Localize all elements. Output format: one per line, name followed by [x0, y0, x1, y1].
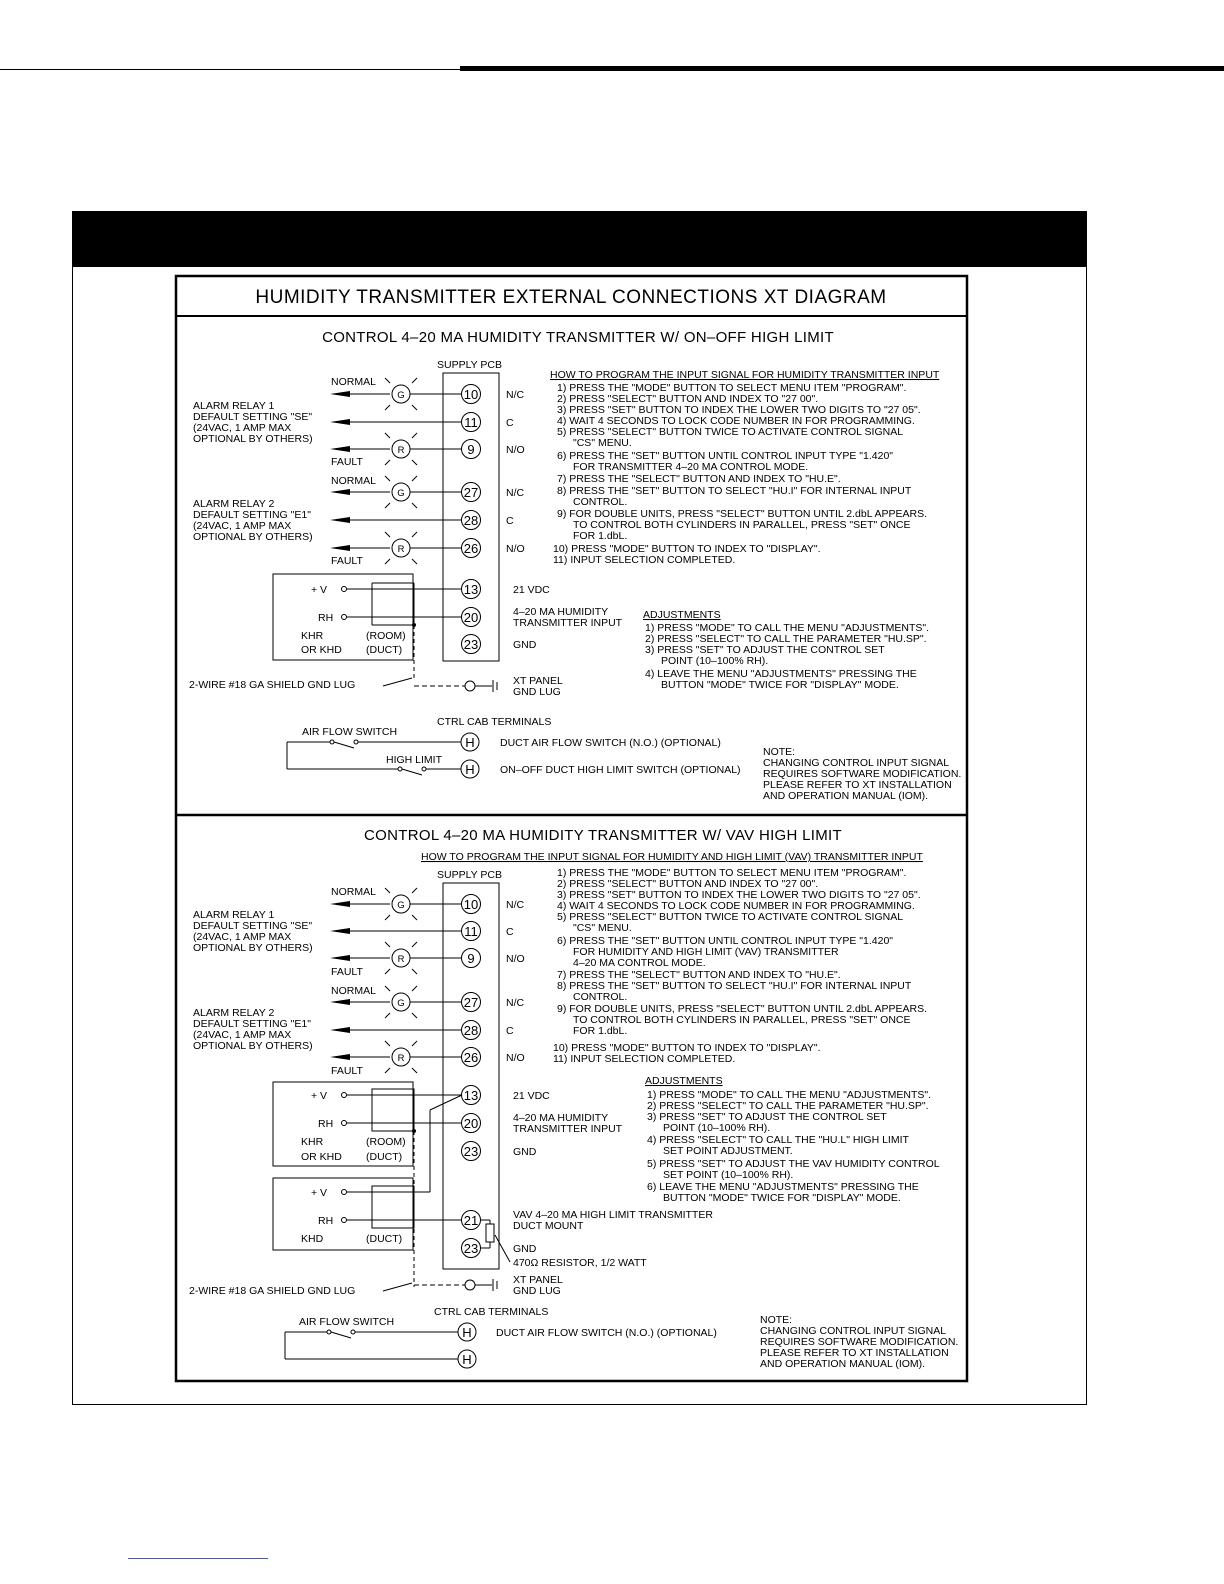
svg-text:10: 10	[463, 387, 479, 402]
section-onoff-high-limit	[189, 329, 961, 802]
svg-text:BUTTON "MODE" TWICE FOR "DISPL: BUTTON "MODE" TWICE FOR "DISPLAY" MODE.	[661, 679, 899, 691]
svg-text:GND LUG: GND LUG	[513, 1285, 561, 1297]
svg-text:5) PRESS "SET" TO ADJUST THE V: 5) PRESS "SET" TO ADJUST THE VAV HUMIDITY CONTROL	[647, 1158, 940, 1170]
svg-text:26: 26	[463, 541, 479, 556]
svg-text:+ V: + V	[311, 1187, 328, 1199]
svg-text:"CS" MENU.: "CS" MENU.	[573, 437, 632, 449]
svg-text:GND: GND	[513, 1243, 537, 1255]
pcb-terminals	[462, 385, 481, 654]
svg-text:ALARM RELAY 2: ALARM RELAY 2	[193, 1007, 275, 1019]
svg-text:DUCT MOUNT: DUCT MOUNT	[513, 1220, 584, 1232]
svg-text:7) PRESS THE "SELECT" BUTTON A: 7) PRESS THE "SELECT" BUTTON AND INDEX TO "HU.E".	[557, 969, 841, 981]
section-vav-high-limit	[189, 827, 958, 1370]
svg-text:(DUCT): (DUCT)	[366, 1233, 403, 1245]
svg-text:ADJUSTMENTS: ADJUSTMENTS	[645, 1075, 723, 1087]
svg-text:4) WAIT 4 SECONDS TO LOCK CODE: 4) WAIT 4 SECONDS TO LOCK CODE NUMBER IN FOR PROGRAMMING.	[557, 415, 915, 427]
svg-text:ALARM RELAY 2: ALARM RELAY 2	[193, 498, 275, 510]
svg-text:5) PRESS "SELECT" BUTTON TWICE: 5) PRESS "SELECT" BUTTON TWICE TO ACTIVATE CONTROL SIGNAL	[557, 911, 904, 923]
svg-text:ON–OFF DUCT HIGH LIMIT SWITCH: ON–OFF DUCT HIGH LIMIT SWITCH (OPTIONAL)	[500, 764, 741, 776]
program-steps	[553, 382, 927, 566]
svg-text:KHD: KHD	[301, 1233, 324, 1245]
svg-text:FAULT: FAULT	[331, 1065, 363, 1077]
svg-text:CTRL CAB TERMINALS: CTRL CAB TERMINALS	[434, 1306, 549, 1318]
svg-text:C: C	[506, 1025, 514, 1037]
svg-text:SUPPLY PCB: SUPPLY PCB	[437, 869, 502, 881]
svg-text:R: R	[397, 954, 405, 965]
svg-text:7) PRESS THE "SELECT" BUTTON A: 7) PRESS THE "SELECT" BUTTON AND INDEX TO "HU.E".	[557, 473, 841, 485]
svg-text:C: C	[506, 926, 514, 938]
svg-text:TO CONTROL BOTH CYLINDERS IN P: TO CONTROL BOTH CYLINDERS IN PARALLEL, PRESS "SET" ONCE	[573, 519, 911, 531]
svg-text:6) LEAVE THE MENU "ADJUSTMENTS: 6) LEAVE THE MENU "ADJUSTMENTS" PRESSING THE	[647, 1181, 919, 1193]
svg-text:21 VDC: 21 VDC	[513, 584, 550, 596]
svg-text:N/O: N/O	[506, 1052, 525, 1064]
adjustment-steps	[645, 622, 929, 691]
svg-text:NOTE:: NOTE:	[763, 746, 796, 758]
svg-text:2) PRESS "SELECT" BUTTON AND I: 2) PRESS "SELECT" BUTTON AND INDEX TO "27 00".	[557, 878, 819, 890]
svg-text:(DUCT): (DUCT)	[366, 1151, 403, 1163]
svg-text:470Ω RESISTOR, 1/2 WATT: 470Ω RESISTOR, 1/2 WATT	[513, 1257, 647, 1269]
svg-text:PLEASE REFER TO XT INSTALLATIO: PLEASE REFER TO XT INSTALLATION	[760, 1347, 949, 1359]
svg-text:4–20 MA HUMIDITY: 4–20 MA HUMIDITY	[513, 606, 609, 618]
svg-text:XT PANEL: XT PANEL	[513, 1274, 563, 1286]
svg-text:23: 23	[463, 1241, 479, 1256]
svg-text:FAULT: FAULT	[331, 555, 363, 567]
svg-text:4–20 MA HUMIDITY: 4–20 MA HUMIDITY	[513, 1112, 609, 1124]
svg-text:N/C: N/C	[506, 997, 525, 1009]
svg-text:28: 28	[463, 1023, 479, 1038]
program-steps-2	[553, 867, 927, 1065]
svg-text:OR KHD: OR KHD	[301, 1151, 342, 1163]
svg-text:11: 11	[464, 924, 478, 939]
svg-text:OPTIONAL BY OTHERS): OPTIONAL BY OTHERS)	[193, 942, 313, 954]
svg-text:C: C	[506, 515, 514, 527]
program-title: HOW TO PROGRAM THE INPUT SIGNAL FOR HUMIDITY TRANSMITTER INPUT	[550, 369, 940, 381]
svg-text:N/C: N/C	[506, 899, 525, 911]
svg-text:G: G	[397, 488, 405, 499]
svg-text:N/O: N/O	[506, 953, 525, 965]
svg-text:AND OPERATION MANUAL (IOM).: AND OPERATION MANUAL (IOM).	[760, 1358, 926, 1370]
adjustments-title: ADJUSTMENTS	[643, 609, 721, 621]
svg-text:2-WIRE #18 GA SHIELD GND LUG: 2-WIRE #18 GA SHIELD GND LUG	[189, 1285, 356, 1297]
svg-text:CONTROL.: CONTROL.	[573, 991, 628, 1003]
svg-text:BUTTON "MODE" TWICE FOR "DISPL: BUTTON "MODE" TWICE FOR "DISPLAY" MODE.	[663, 1192, 901, 1204]
svg-text:OPTIONAL BY OTHERS): OPTIONAL BY OTHERS)	[193, 531, 313, 543]
section1-heading: CONTROL 4–20 MA HUMIDITY TRANSMITTER W/ ON–OFF HIGH LIMIT	[322, 329, 834, 346]
svg-text:1) PRESS THE "MODE" BUTTON TO: 1) PRESS THE "MODE" BUTTON TO SELECT MENU ITEM "PROGRAM".	[557, 867, 907, 879]
svg-text:13: 13	[463, 582, 479, 597]
svg-text:KHR: KHR	[301, 630, 324, 642]
svg-text:NOTE:: NOTE:	[760, 1314, 793, 1326]
supply-pcb-label: SUPPLY PCB	[437, 359, 502, 371]
svg-text:1) PRESS THE "MODE" BUTTON TO: 1) PRESS THE "MODE" BUTTON TO SELECT MENU ITEM "PROGRAM".	[557, 382, 907, 394]
svg-text:(24VAC, 1 AMP MAX: (24VAC, 1 AMP MAX	[193, 931, 292, 943]
svg-text:6) PRESS THE "SET" BUTTON UNTI: 6) PRESS THE "SET" BUTTON UNTIL CONTROL INPUT TYPE "1.420"	[557, 935, 894, 947]
svg-text:FAULT: FAULT	[331, 966, 363, 978]
svg-text:5) PRESS "SELECT" BUTTON TWICE: 5) PRESS "SELECT" BUTTON TWICE TO ACTIVATE CONTROL SIGNAL	[557, 426, 904, 438]
svg-text:R: R	[397, 445, 405, 456]
svg-text:GND LUG: GND LUG	[513, 686, 561, 698]
svg-text:CTRL CAB TERMINALS: CTRL CAB TERMINALS	[437, 716, 552, 728]
svg-text:2) PRESS "SELECT" TO CALL THE: 2) PRESS "SELECT" TO CALL THE PARAMETER "HU.SP".	[645, 633, 927, 645]
svg-text:REQUIRES SOFTWARE MODIFICATION: REQUIRES SOFTWARE MODIFICATION.	[763, 768, 962, 780]
svg-text:NORMAL: NORMAL	[331, 475, 376, 487]
svg-text:AIR FLOW SWITCH: AIR FLOW SWITCH	[302, 726, 398, 738]
svg-text:R: R	[397, 544, 405, 555]
svg-text:RH: RH	[318, 1118, 334, 1130]
svg-text:26: 26	[463, 1050, 479, 1065]
svg-text:FOR HUMIDITY AND HIGH LIMIT (V: FOR HUMIDITY AND HIGH LIMIT (VAV) TRANSMITTER	[573, 946, 839, 958]
svg-text:SET POINT (10–100% RH).: SET POINT (10–100% RH).	[663, 1169, 794, 1181]
svg-text:R: R	[397, 1053, 405, 1064]
svg-text:ALARM RELAY 1: ALARM RELAY 1	[193, 400, 275, 412]
svg-text:11) INPUT SELECTION COMPLETED.: 11) INPUT SELECTION COMPLETED.	[553, 1053, 736, 1065]
svg-text:23: 23	[463, 1144, 479, 1159]
svg-text:N/C: N/C	[506, 487, 525, 499]
svg-text:4) WAIT 4 SECONDS TO LOCK CODE: 4) WAIT 4 SECONDS TO LOCK CODE NUMBER IN FOR PROGRAMMING.	[557, 900, 915, 912]
svg-text:POINT (10–100% RH).: POINT (10–100% RH).	[663, 1122, 771, 1134]
svg-text:FOR TRANSMITTER 4–20 MA CONTRO: FOR TRANSMITTER 4–20 MA CONTROL MODE.	[573, 461, 809, 473]
svg-text:GND: GND	[513, 1146, 537, 1158]
normal-label: NORMAL	[331, 376, 376, 388]
alarm-relay-1-label	[193, 400, 313, 445]
svg-text:8) PRESS THE "SET" BUTTON TO S: 8) PRESS THE "SET" BUTTON TO SELECT "HU.I" FOR INTERNAL INPUT	[557, 485, 912, 497]
fault-label: FAULT	[331, 456, 363, 468]
svg-text:FOR 1.dbL.: FOR 1.dbL.	[573, 530, 628, 542]
svg-text:DEFAULT SETTING "SE": DEFAULT SETTING "SE"	[193, 920, 313, 932]
program-title-2: HOW TO PROGRAM THE INPUT SIGNAL FOR HUMIDITY AND HIGH LIMIT (VAV) TRANSMITTER INPUT	[421, 851, 923, 863]
svg-text:(24VAC, 1 AMP MAX: (24VAC, 1 AMP MAX	[193, 422, 292, 434]
svg-text:3) PRESS "SET" TO ADJUST THE C: 3) PRESS "SET" TO ADJUST THE CONTROL SET	[645, 644, 885, 656]
svg-text:+ V: + V	[311, 584, 328, 596]
svg-text:27: 27	[463, 485, 479, 500]
svg-text:+ V: + V	[311, 1090, 328, 1102]
svg-text:G: G	[397, 998, 405, 1009]
svg-text:CONTROL.: CONTROL.	[573, 496, 628, 508]
svg-text:DEFAULT SETTING "E1": DEFAULT SETTING "E1"	[193, 1018, 311, 1030]
svg-text:27: 27	[463, 995, 479, 1010]
svg-text:DEFAULT SETTING "SE": DEFAULT SETTING "SE"	[193, 411, 313, 423]
svg-text:(24VAC, 1 AMP MAX: (24VAC, 1 AMP MAX	[193, 520, 292, 532]
svg-text:H: H	[465, 735, 475, 750]
note-1	[763, 746, 961, 802]
svg-text:RH: RH	[318, 1215, 334, 1227]
svg-text:9: 9	[467, 442, 475, 457]
svg-text:CHANGING CONTROL INPUT SIGNAL: CHANGING CONTROL INPUT SIGNAL	[760, 1325, 947, 1337]
svg-text:13: 13	[463, 1088, 479, 1103]
svg-text:3) PRESS "SET" BUTTON TO INDEX: 3) PRESS "SET" BUTTON TO INDEX THE LOWER TWO DIGITS TO "27 05".	[557, 889, 921, 901]
svg-text:4–20 MA CONTROL MODE.: 4–20 MA CONTROL MODE.	[573, 957, 706, 969]
svg-text:2) PRESS "SELECT" TO CALL THE: 2) PRESS "SELECT" TO CALL THE PARAMETER "HU.SP".	[647, 1100, 929, 1112]
svg-text:AND OPERATION MANUAL (IOM).: AND OPERATION MANUAL (IOM).	[763, 790, 929, 802]
svg-text:20: 20	[463, 610, 479, 625]
svg-text:2) PRESS "SELECT" BUTTON AND I: 2) PRESS "SELECT" BUTTON AND INDEX TO "27 00".	[557, 393, 819, 405]
svg-text:1) PRESS "MODE" TO CALL THE ME: 1) PRESS "MODE" TO CALL THE MENU "ADJUSTMENTS".	[645, 622, 930, 634]
adjustment-steps-2	[647, 1089, 940, 1204]
svg-text:XT PANEL: XT PANEL	[513, 675, 563, 687]
svg-text:3) PRESS "SET" BUTTON TO INDEX: 3) PRESS "SET" BUTTON TO INDEX THE LOWER TWO DIGITS TO "27 05".	[557, 404, 921, 416]
svg-text:DEFAULT SETTING "E1": DEFAULT SETTING "E1"	[193, 509, 311, 521]
svg-text:G: G	[397, 900, 405, 911]
svg-text:FOR 1.dbL.: FOR 1.dbL.	[573, 1025, 628, 1037]
svg-text:(DUCT): (DUCT)	[366, 644, 403, 656]
svg-text:C: C	[506, 417, 514, 429]
svg-text:SET POINT ADJUSTMENT.: SET POINT ADJUSTMENT.	[663, 1145, 793, 1157]
svg-text:3) PRESS "SET" TO ADJUST THE C: 3) PRESS "SET" TO ADJUST THE CONTROL SET	[647, 1111, 887, 1123]
svg-text:POINT (10–100% RH).: POINT (10–100% RH).	[661, 655, 769, 667]
svg-text:TRANSMITTER INPUT: TRANSMITTER INPUT	[513, 1123, 623, 1135]
svg-text:8) PRESS THE "SET" BUTTON TO S: 8) PRESS THE "SET" BUTTON TO SELECT "HU.I" FOR INTERNAL INPUT	[557, 980, 912, 992]
svg-text:REQUIRES SOFTWARE MODIFICATION: REQUIRES SOFTWARE MODIFICATION.	[760, 1336, 959, 1348]
svg-text:10) PRESS "MODE" BUTTON TO IND: 10) PRESS "MODE" BUTTON TO INDEX TO "DISPLAY".	[553, 543, 821, 555]
svg-text:(ROOM): (ROOM)	[366, 1136, 406, 1148]
svg-text:10) PRESS "MODE" BUTTON TO IND: 10) PRESS "MODE" BUTTON TO INDEX TO "DISPLAY".	[553, 1042, 821, 1054]
svg-text:AIR FLOW SWITCH: AIR FLOW SWITCH	[299, 1316, 395, 1328]
svg-text:N/C: N/C	[506, 389, 525, 401]
svg-text:VAV 4–20 MA HIGH LIMIT TRANSMI: VAV 4–20 MA HIGH LIMIT TRANSMITTER	[513, 1209, 713, 1221]
svg-text:11) INPUT SELECTION COMPLETED.: 11) INPUT SELECTION COMPLETED.	[553, 554, 736, 566]
svg-text:21 VDC: 21 VDC	[513, 1090, 550, 1102]
svg-text:NORMAL: NORMAL	[331, 886, 376, 898]
svg-text:H: H	[462, 1352, 472, 1367]
svg-text:HIGH LIMIT: HIGH LIMIT	[386, 754, 443, 766]
svg-text:(24VAC, 1 AMP MAX: (24VAC, 1 AMP MAX	[193, 1029, 292, 1041]
svg-text:11: 11	[464, 415, 478, 430]
svg-text:9: 9	[467, 951, 475, 966]
svg-text:N/O: N/O	[506, 543, 525, 555]
svg-text:23: 23	[463, 637, 479, 652]
svg-text:ALARM RELAY 1: ALARM RELAY 1	[193, 909, 275, 921]
svg-text:28: 28	[463, 513, 479, 528]
svg-text:OPTIONAL BY OTHERS): OPTIONAL BY OTHERS)	[193, 1040, 313, 1052]
svg-text:GND: GND	[513, 639, 537, 651]
svg-text:NORMAL: NORMAL	[331, 985, 376, 997]
svg-text:PLEASE REFER TO XT INSTALLATIO: PLEASE REFER TO XT INSTALLATION	[763, 779, 952, 791]
svg-text:(ROOM): (ROOM)	[366, 630, 406, 642]
svg-text:G: G	[397, 390, 405, 401]
svg-text:N/O: N/O	[506, 444, 525, 456]
svg-text:10: 10	[463, 897, 479, 912]
svg-text:CHANGING CONTROL INPUT SIGNAL: CHANGING CONTROL INPUT SIGNAL	[763, 757, 950, 769]
svg-text:6) PRESS THE "SET" BUTTON UNTI: 6) PRESS THE "SET" BUTTON UNTIL CONTROL INPUT TYPE "1.420"	[557, 450, 894, 462]
section2-heading: CONTROL 4–20 MA HUMIDITY TRANSMITTER W/ VAV HIGH LIMIT	[364, 827, 842, 844]
svg-text:OPTIONAL BY OTHERS): OPTIONAL BY OTHERS)	[193, 433, 313, 445]
svg-text:KHR: KHR	[301, 1136, 324, 1148]
svg-text:DUCT AIR FLOW SWITCH (N.O.) (O: DUCT AIR FLOW SWITCH (N.O.) (OPTIONAL)	[500, 737, 721, 749]
shield-label: 2-WIRE #18 GA SHIELD GND LUG	[189, 679, 356, 691]
svg-text:9) FOR DOUBLE UNITS, PRESS "SE: 9) FOR DOUBLE UNITS, PRESS "SELECT" BUTTON UNTIL 2.dbL APPEARS.	[557, 1003, 927, 1015]
note-2	[760, 1314, 958, 1370]
svg-text:20: 20	[463, 1116, 479, 1131]
svg-text:4) PRESS "SELECT" TO CALL THE: 4) PRESS "SELECT" TO CALL THE "HU.L" HIGH LIMIT	[647, 1134, 909, 1146]
svg-text:"CS" MENU.: "CS" MENU.	[573, 922, 632, 934]
svg-text:OR KHD: OR KHD	[301, 644, 342, 656]
diagram-title: HUMIDITY TRANSMITTER EXTERNAL CONNECTIONS XT DIAGRAM	[255, 287, 887, 308]
svg-text:1) PRESS "MODE" TO CALL THE ME: 1) PRESS "MODE" TO CALL THE MENU "ADJUSTMENTS".	[647, 1089, 932, 1101]
alarm-relay-2-label	[193, 498, 313, 543]
svg-text:TO CONTROL BOTH CYLINDERS IN P: TO CONTROL BOTH CYLINDERS IN PARALLEL, PRESS "SET" ONCE	[573, 1014, 911, 1026]
svg-text:H: H	[465, 762, 475, 777]
svg-text:RH: RH	[318, 612, 334, 624]
svg-text:TRANSMITTER INPUT: TRANSMITTER INPUT	[513, 617, 623, 629]
svg-text:21: 21	[463, 1213, 479, 1228]
svg-text:DUCT AIR FLOW SWITCH (N.O.) (O: DUCT AIR FLOW SWITCH (N.O.) (OPTIONAL)	[496, 1327, 717, 1339]
svg-text:9) FOR DOUBLE UNITS, PRESS "SE: 9) FOR DOUBLE UNITS, PRESS "SELECT" BUTTON UNTIL 2.dbL APPEARS.	[557, 508, 927, 520]
svg-text:H: H	[462, 1325, 472, 1340]
svg-text:4) LEAVE THE MENU "ADJUSTMENTS: 4) LEAVE THE MENU "ADJUSTMENTS" PRESSING THE	[645, 668, 917, 680]
